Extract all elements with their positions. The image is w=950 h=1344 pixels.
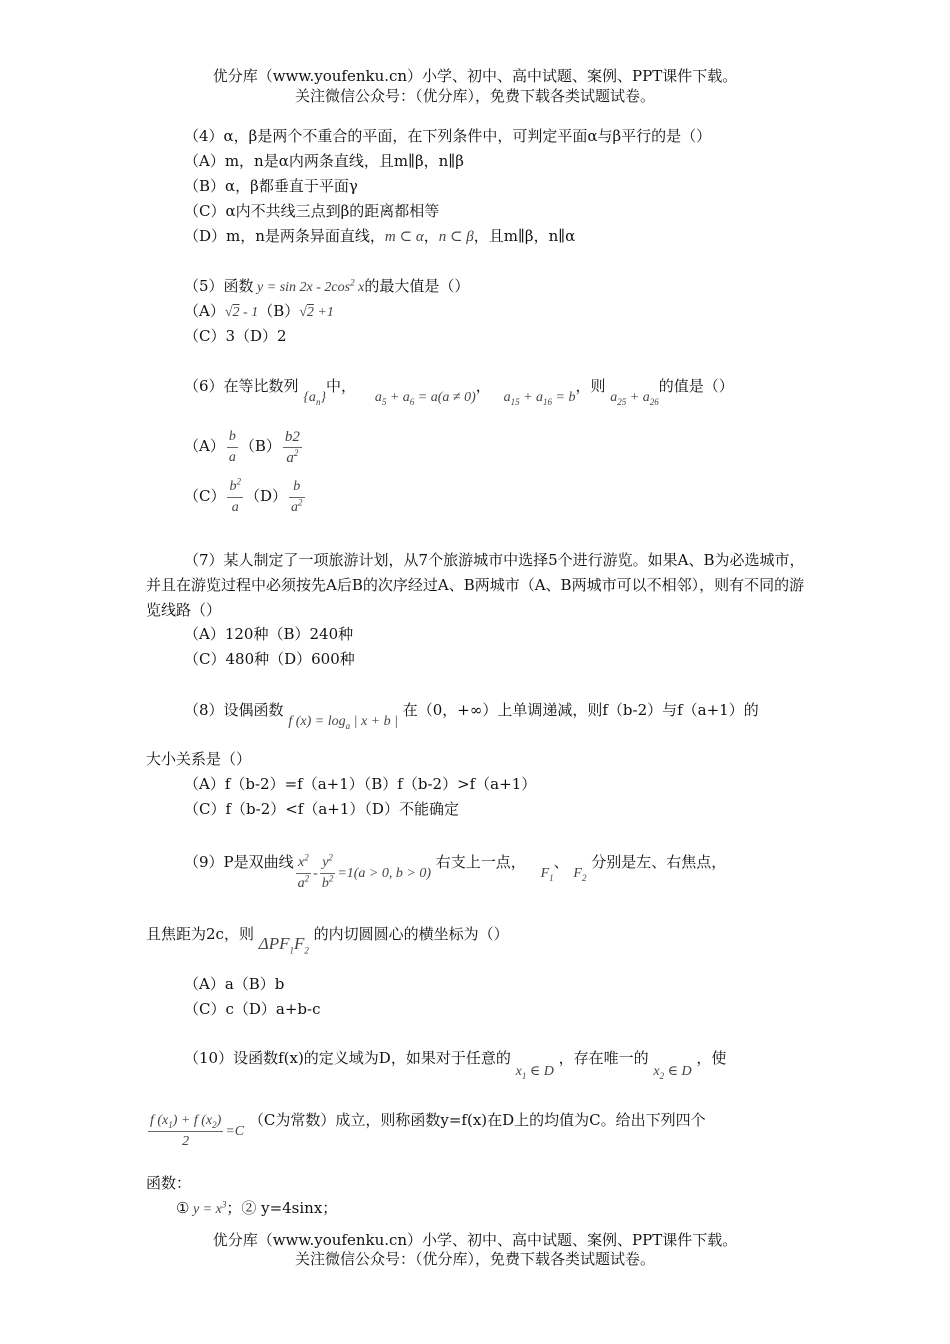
q8-function-formula: f $(x) = \log_a$ | x + b | — [288, 714, 398, 731]
q4-option-d: （D）m，n是两条异面直线，m ⊂ α，n ⊂ β，且m∥β，n∥α — [184, 227, 576, 245]
q10-option-2: ；② y=4sinx； — [226, 1199, 338, 1217]
footer-line-2: 关注微信公众号：（优分库），免费下载各类试题试卷。 — [294, 1250, 655, 1268]
q5-stem-prefix: （5）函数 — [184, 277, 254, 295]
q9-triangle: $\Delta PF_1F_2$ — [258, 934, 309, 956]
q6-condition-2: $a_{15} + a_{16} = b$ — [503, 390, 576, 407]
q10-stem-mid: ，存在唯一的 — [558, 1049, 649, 1067]
q10-stem-line3: 函数： — [146, 1174, 192, 1192]
q9-stem-line2 — [146, 924, 509, 956]
q6-d-fraction: $\frac{b}{a^2}$ — [291, 478, 303, 515]
q4-option-c: （C）α内不共线三点到β的距离都相等 — [184, 202, 440, 220]
q9-stem: （9）P是双曲线 $\frac{x^2}{a^2}$ - $\frac{y^2}{b^2}$ =1(a > 0, b > 0) 右支上一点， $F_1$、 $F_2$ 分别是左、右焦点， — [184, 852, 726, 894]
q6-options-cd — [184, 476, 307, 518]
q10-stem2: （C为常数）成立，则称函数y=f(x)在D上的均值为C。给出下列四个 — [248, 1111, 706, 1129]
q8-stem-suffix: 在（0，+∞）上单调递减，则f（b-2）与f（a+1）的 — [402, 701, 759, 719]
q9-f1: $F_1$ — [540, 866, 554, 883]
q9-y-fraction: $\frac{y^2}{b^2}$ — [321, 851, 334, 891]
q5-b-label: （B） — [258, 302, 300, 320]
q7-options-cd: （C）480种（D）600种 — [184, 650, 355, 668]
q6-d-label: （D） — [244, 487, 288, 505]
q9-stem-mid: 右支上一点， — [435, 853, 526, 871]
q10-stem — [184, 1048, 727, 1081]
q9-f2: $F_2$ — [573, 866, 587, 883]
q5-stem — [184, 276, 469, 298]
q10-x1-in-d: $x_1$ ∈ D — [515, 1064, 554, 1081]
q6-stem-suffix: 的值是（） — [658, 377, 734, 395]
q9-options-ab: （A）a（B）b — [184, 975, 285, 993]
q4-option-a: （A）m，n是α内两条直线，且m∥β，n∥β — [184, 152, 464, 170]
q9-stem2-prefix: 且焦距为2c，则 — [146, 925, 254, 943]
q5-options-ab — [184, 301, 334, 323]
q10-x2-in-d: $x_2$ ∈ D — [653, 1064, 692, 1081]
q4-stem: （4）α，β是两个不重合的平面，在下列条件中，可判定平面α与β平行的是（） — [184, 127, 712, 145]
q8-options-cd: （C）f（b-2）<f（a+1）（D）不能确定 — [184, 800, 459, 818]
q9-stem-suffix: 分别是左、右焦点， — [591, 853, 727, 871]
q6-options-ab — [184, 426, 304, 468]
q10-mean-fraction: $\frac{f (x_1) + f (x_2)}{2}$ — [150, 1112, 222, 1149]
q7-options-ab: （A）120种（B）240种 — [184, 625, 354, 643]
q5-a-label: （A） — [184, 302, 225, 320]
q6-target: $a_{25} + a_{26}$ — [610, 390, 659, 407]
q6-b-label: （B） — [239, 437, 281, 455]
q10-option-1-marker: ① — [176, 1199, 190, 1217]
q6-c-fraction: $\frac{b^2}{a}$ — [229, 475, 241, 515]
q6-stem-prefix: （6）在等比数列 — [184, 377, 299, 395]
q5-stem-suffix: 的最大值是（） — [364, 277, 470, 295]
q10-functions — [176, 1198, 337, 1220]
q6-c-label: （C） — [184, 487, 226, 505]
q4-d-prefix: （D）m，n是两条异面直线， — [184, 227, 385, 245]
q5-a-formula: √2 - 1 — [224, 305, 259, 320]
q6-stem — [184, 376, 734, 407]
q7-stem: （7）某人制定了一项旅游计划，从7个旅游城市中选择5个进行游览。如果A、B为必选城市，并且在游览过程中必须按先A后B的次序经过A、B两城市（A、B两城市可以不相邻），则有不同的游览线路（） — [146, 551, 805, 619]
q6-sequence: $\{a_n\}$ — [303, 390, 327, 407]
q5-b-formula: √2 +1 — [299, 305, 334, 320]
header-line-1: 优分库（www.youfenku.cn）小学、初中、高中试题、案例、PPT课件下载。 — [212, 67, 738, 85]
q10-equals-c: =C — [225, 1124, 245, 1139]
q10-stem-line2 — [146, 1110, 706, 1152]
q9-equation-rhs: =1(a > 0, b > 0) — [337, 866, 431, 881]
q6-comma: ， — [475, 377, 491, 395]
q5-function-formula: $y = \sin 2x - 2\cos^2$ x — [253, 277, 365, 295]
q10-stem-prefix: （10）设函数f(x)的定义域为D，如果对于任意的 — [184, 1049, 511, 1067]
q6-stem-mid: 中， — [326, 377, 357, 395]
q9-stem-prefix: （9）P是双曲线 — [184, 853, 294, 871]
q9-stem2-suffix: 的内切圆圆心的横坐标为（） — [313, 925, 509, 943]
q10-stem-suffix: ，使 — [696, 1049, 727, 1067]
header-line-2: 关注微信公众号：（优分库），免费下载各类试题试卷。 — [294, 87, 655, 105]
q4-d-suffix: ，且m∥β，n∥α — [473, 227, 576, 245]
q6-condition-1: $a_5 + a_6 = a(a \ne 0)$ — [374, 390, 476, 407]
q8-stem-prefix: （8）设偶函数 — [184, 701, 284, 719]
q8-stem-cont: 大小关系是（） — [146, 750, 252, 768]
q4-d-m-subset-alpha: m ⊂ α — [384, 229, 424, 245]
q4-option-b: （B）α，β都垂直于平面γ — [184, 177, 358, 195]
q8-stem — [184, 700, 759, 731]
q6-a-fraction: $\frac{b}{a}$ — [228, 428, 236, 465]
q9-x-fraction: $\frac{x^2}{a^2}$ — [297, 851, 310, 891]
q9-sep: 、 — [553, 853, 569, 871]
q9-options-cd: （C）c（D）a+b-c — [184, 1000, 321, 1018]
q4-d-n-subset-beta: n ⊂ β — [438, 229, 474, 245]
q6-b-fraction: $\frac{b2}{a^2}$ — [284, 428, 300, 466]
q6-ze: ，则 — [575, 377, 606, 395]
footer-line-1: 优分库（www.youfenku.cn）小学、初中、高中试题、案例、PPT课件下载。 — [212, 1231, 738, 1249]
q10-option-1-formula: $y = x^3$ — [189, 1199, 227, 1217]
q8-options-ab: （A）f（b-2）=f（a+1）（B）f（b-2）>f（a+1） — [184, 775, 537, 793]
q6-a-label: （A） — [184, 437, 225, 455]
q5-options-cd: （C）3（D）2 — [184, 327, 287, 345]
